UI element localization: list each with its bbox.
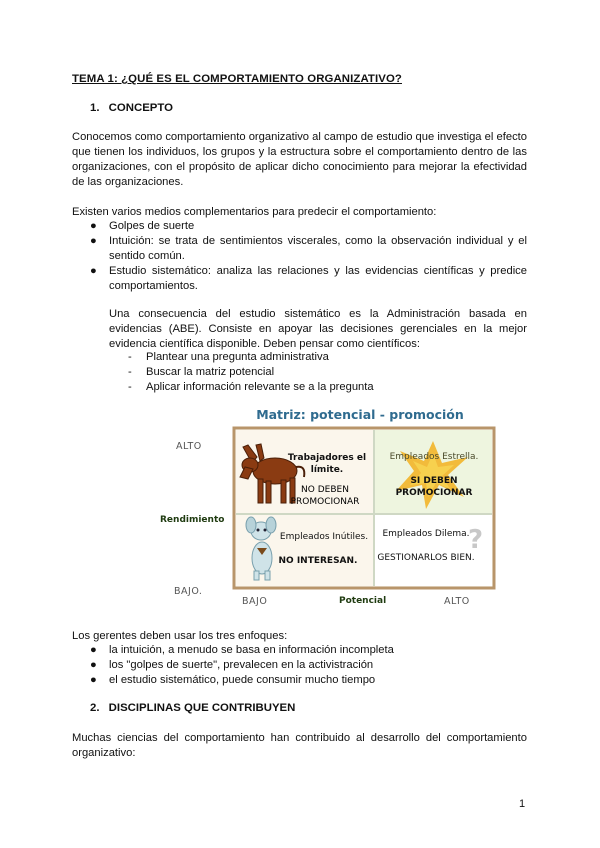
abe-paragraph: Una consecuencia del estudio sistemático es la Administración basada en evidencias (ABE). Consiste en apoyar las decisiones gerenciales en la mejor evidencia científica disponible. Deben pensar como científicos: [109, 308, 527, 350]
matrix-figure [150, 405, 510, 615]
methods-intro: Existen varios medios complementarios para predecir el comportamiento: [72, 206, 437, 218]
y-axis-low-label: BAJO. [174, 586, 203, 597]
quadrant-useless-note: NO INTERESAN. [278, 556, 358, 566]
methods-list [72, 219, 527, 294]
list-item: - Buscar la matriz potencial [128, 366, 275, 378]
section-1-title: CONCEPTO [108, 102, 174, 114]
section-2-heading [90, 702, 295, 714]
scientist-steps-list [108, 350, 528, 395]
matrix-title: Matriz: potencial - promoción [256, 407, 464, 422]
list-item: ● Estudio sistemático: analiza las relaciones y las evidencias científicas y predice comportamientos. [90, 265, 527, 292]
section-2-title: DISCIPLINAS QUE CONTRIBUYEN [108, 702, 296, 714]
list-item: ● Golpes de suerte [90, 220, 195, 232]
document-title: TEMA 1: ¿QUÉ ES EL COMPORTAMIENTO ORGANIZATIVO? [72, 73, 402, 85]
quadrant-star-note: SI DEBEN PROMOCIONAR [395, 476, 473, 498]
list-item: - Plantear una pregunta administrativa [128, 351, 329, 363]
section-2-number: 2. [90, 702, 100, 714]
managers-intro: Los gerentes deben usar los tres enfoques: [72, 630, 288, 642]
list-item: ● Intuición: se trata de sentimientos viscerales, como la observación individual y el sentido común. [90, 235, 527, 262]
quadrant-dilemma-title: Empleados Dilema. [382, 529, 470, 539]
quadrant-star-title: Empleados Estrella. [389, 452, 479, 462]
list-item: - Aplicar información relevante se a la pregunta [128, 381, 374, 393]
section-1-heading [90, 102, 173, 114]
page-number: 1 [519, 798, 526, 810]
list-item: ● el estudio sistemático, puede consumir mucho tiempo [90, 674, 376, 686]
concept-paragraph: Conocemos como comportamiento organizativo al campo de estudio que investiga el efecto que tienen los individuos, los grupos y la estructura sobre el comportamiento dentro de las organizaciones, con el propósito de aplicar dicho conocimiento para mejorar la efectividad de las organizaciones. [72, 131, 527, 188]
quadrant-borderline-title: Trabajadores el límite. [287, 453, 367, 475]
quadrant-borderline-note: NO DEBEN PROMOCIONAR [290, 485, 360, 507]
question-mark-icon: ? [468, 525, 484, 555]
section-1-number: 1. [90, 102, 100, 114]
quadrant-useless-title: Empleados Inútiles. [279, 532, 369, 542]
y-axis-high-label: ALTO [176, 441, 202, 452]
y-axis-title: Rendimiento [160, 515, 225, 525]
x-axis-high-label: ALTO [444, 596, 470, 607]
disciplines-paragraph: Muchas ciencias del comportamiento han contribuido al desarrollo del comportamiento organizativo: [72, 732, 527, 759]
potential-promotion-matrix [150, 405, 510, 615]
x-axis-title: Potencial [339, 596, 387, 606]
x-axis-low-label: BAJO [242, 596, 268, 607]
quadrant-dilemma-note: GESTIONARLOS BIEN. [377, 553, 475, 563]
list-item: ● los "golpes de suerte", prevalecen en la activistración [90, 659, 374, 671]
list-item: ● la intuición, a menudo se basa en información incompleta [90, 644, 394, 656]
approaches-list [72, 643, 527, 688]
